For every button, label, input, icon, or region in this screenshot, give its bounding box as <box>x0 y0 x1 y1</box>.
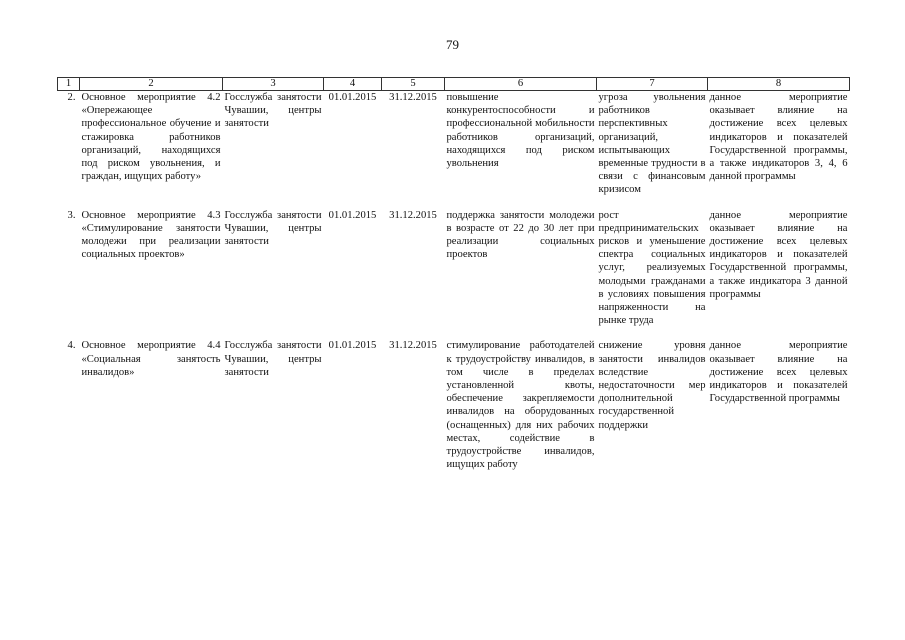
indicator-relation: данное мероприятие оказывает влияние на достижение всех целевых индикаторов и показателей Государственной программы, а также индикаторов 3, 4, 6 данной программы <box>709 92 848 183</box>
program-events-table <box>57 77 850 483</box>
column-header: 8 <box>708 78 850 91</box>
expected-result: поддержка занятости молодежи в возрасте от 22 до 30 лет при реализации социальных проектов <box>446 209 595 261</box>
row-number: 2. <box>67 92 76 103</box>
table-row <box>58 339 850 483</box>
column-header: 7 <box>597 78 708 91</box>
start-date: 01.01.2015 <box>328 209 377 221</box>
non-implementation-consequences: рост предпринимательских рисков и уменьшение спектра социальных услуг, реализуемых молодыми гражданами в условиях повышения напряженности на рынке труда <box>598 209 706 327</box>
column-header: 6 <box>445 78 597 91</box>
start-date: 01.01.2015 <box>328 340 377 352</box>
column-header: 1 <box>58 78 80 91</box>
end-date: 31.12.2015 <box>389 209 437 221</box>
column-header: 2 <box>80 78 223 91</box>
event-name: Основное мероприятие 4.3 «Стимулирование занятости молодежи при реализации социальных проектов» <box>81 209 221 261</box>
row-number: 4. <box>67 340 76 352</box>
table-row <box>58 91 850 209</box>
executor: Госслужба занятости Чувашии, центры занятости <box>224 209 322 248</box>
non-implementation-consequences: снижение уровня занятости инвалидов вследствие недостаточности мер дополнительной государственной поддержки <box>598 340 706 431</box>
end-date: 31.12.2015 <box>389 340 437 352</box>
event-name: Основное мероприятие 4.4 «Социальная занятость инвалидов» <box>81 340 221 378</box>
event-name: Основное мероприятие 4.2 «Опережающее профессиональное обучение и стажировка работников организаций, находящихся под риском увольнения, и граждан, ищущих работу» <box>81 92 221 183</box>
column-header: 3 <box>223 78 324 91</box>
table-row <box>58 209 850 340</box>
indicator-relation: данное мероприятие оказывает влияние на достижение всех целевых индикаторов и показателей Государственной программы <box>709 340 848 405</box>
executor: Госслужба занятости Чувашии, центры занятости <box>224 340 322 378</box>
header-row <box>58 78 850 91</box>
non-implementation-consequences: угроза увольнения работников перспективных организаций, испытывающих временные трудности в связи с финансовым кризисом <box>598 92 706 196</box>
end-date: 31.12.2015 <box>389 92 437 103</box>
executor: Госслужба занятости Чувашии, центры занятости <box>224 92 322 130</box>
column-header: 5 <box>382 78 445 91</box>
row-number: 3. <box>67 209 76 221</box>
indicator-relation: данное мероприятие оказывает влияние на достижение всех целевых индикаторов и показателей Государственной программы, а также индикатора 3 данной программы <box>709 209 848 300</box>
expected-result: стимулирование работодателей к трудоустройству инвалидов, в том числе в пределах установленной квоты, обеспечение закрепляемости инвалидов на оборудованных (оснащенных) для них рабочих местах, содействие в трудоустройстве инвалидов, ищущих работу <box>446 340 595 471</box>
column-header: 4 <box>324 78 382 91</box>
expected-result: повышение конкурентоспособности и профессиональной мобильности работников организаций, находящихся под риском увольнения <box>446 92 595 170</box>
page-number: 79 <box>446 37 459 52</box>
start-date: 01.01.2015 <box>328 92 377 103</box>
